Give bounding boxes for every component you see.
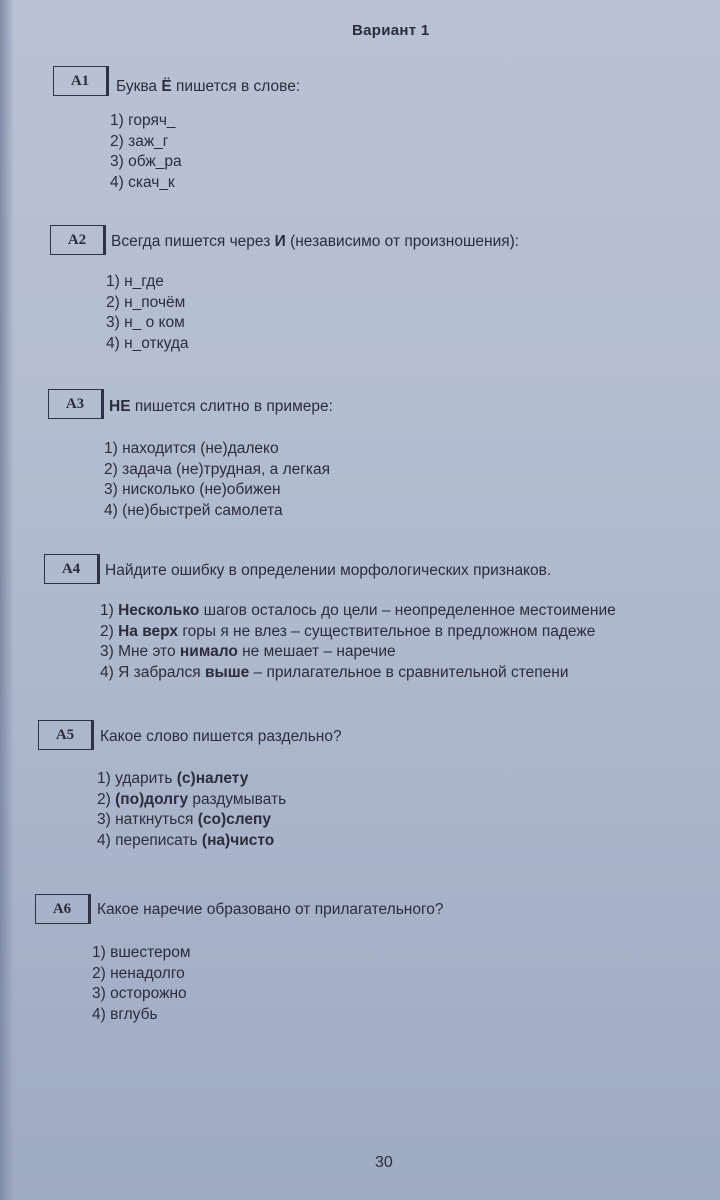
answer-options xyxy=(106,272,189,354)
task-number-box: A4 xyxy=(44,554,98,584)
answer-options xyxy=(92,943,191,1025)
answer-options xyxy=(104,439,330,521)
answer-option: 4) переписать (на)чисто xyxy=(97,831,275,849)
task-number-box: A5 xyxy=(38,720,92,750)
page-edge-shadow xyxy=(0,0,14,1200)
task-question: Всегда пишется через И (независимо от произношения): xyxy=(111,233,520,250)
answer-option: 3) нисколько (не)обижен xyxy=(104,481,281,498)
task-number-box: A2 xyxy=(50,225,104,255)
task-number-box: A1 xyxy=(53,66,107,96)
answer-option: 1) ударить (с)налету xyxy=(97,770,249,787)
answer-option: 1) находится (не)далеко xyxy=(104,440,279,457)
answer-option: 2) задача (не)трудная, а легкая xyxy=(104,460,331,478)
answer-option: 1) н_где xyxy=(106,273,164,290)
answer-option: 3) н_ о ком xyxy=(106,314,185,331)
task-number-box: A6 xyxy=(35,894,89,924)
answer-option: 4) Я забрался выше – прилагательное в сравнительной степени xyxy=(100,663,569,681)
answer-option: 4) (не)быстрей самолета xyxy=(104,501,283,519)
task-question: Какое наречие образовано от прилагательного? xyxy=(97,901,444,918)
answer-option: 3) наткнуться (со)слепу xyxy=(97,811,272,828)
answer-option: 2) н_почём xyxy=(106,293,186,311)
variant-title: Вариант 1 xyxy=(352,22,430,39)
task-question: Какое слово пишется раздельно? xyxy=(100,728,342,745)
task-question: Найдите ошибку в определении морфологических признаков. xyxy=(105,562,552,579)
answer-option: 2) ненадолго xyxy=(92,964,185,982)
page-number: 30 xyxy=(375,1154,393,1171)
task-number-box: A3 xyxy=(48,389,102,419)
answer-options xyxy=(110,111,182,193)
answer-option: 2) заж_г xyxy=(110,132,169,150)
answer-option: 4) вглубь xyxy=(92,1005,158,1023)
answer-option: 3) осторожно xyxy=(92,985,187,1002)
answer-option: 1) горяч_ xyxy=(110,112,176,129)
answer-option: 3) Мне это нимало не мешает – наречие xyxy=(100,643,396,660)
answer-option: 1) Несколько шагов осталось до цели – неопределенное местоимение xyxy=(100,602,616,619)
answer-options xyxy=(97,769,286,851)
task-question: Буква Ё пишется в слове: xyxy=(116,78,301,95)
answer-option: 1) вшестером xyxy=(92,944,191,961)
answer-option: 2) (по)долгу раздумывать xyxy=(97,790,287,808)
answer-option: 4) скач_к xyxy=(110,173,175,191)
answer-option: 3) обж_ра xyxy=(110,153,182,170)
answer-option: 2) На верх горы я не влез – существительное в предложном падеже xyxy=(100,622,596,640)
answer-option: 4) н_откуда xyxy=(106,334,189,352)
task-question: НЕ пишется слитно в примере: xyxy=(109,398,333,415)
answer-options xyxy=(100,601,616,683)
